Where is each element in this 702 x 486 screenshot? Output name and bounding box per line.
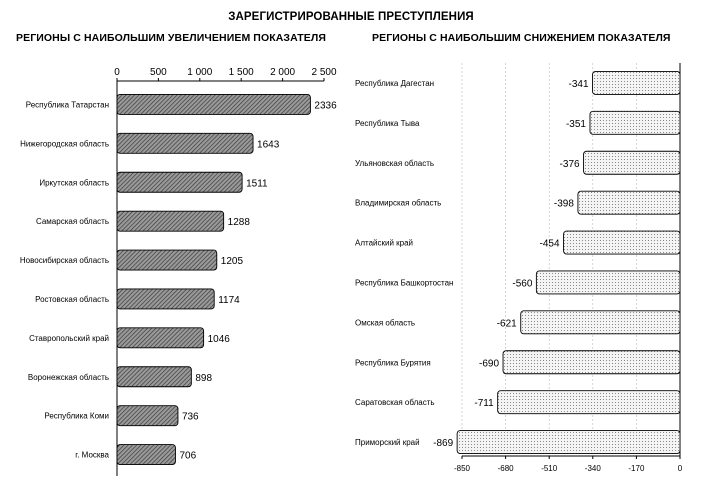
right-bar: [564, 231, 680, 254]
left-bar: [117, 445, 175, 465]
right-x-tick-label: -850: [453, 464, 471, 473]
left-data-label: 706: [179, 450, 197, 462]
right-category-label: Ульяновская область: [355, 158, 435, 168]
right-panel-title: РЕГИОНЫ С НАИБОЛЬШИМ СНИЖЕНИЕМ ПОКАЗАТЕЛЯ: [372, 32, 671, 44]
right-data-label: -398: [553, 198, 574, 210]
right-category-label: Республика Дагестан: [355, 78, 435, 88]
right-bar: [536, 271, 680, 294]
left-category-label: Иркутская область: [39, 178, 109, 188]
left-x-tick-label: 2 500: [311, 67, 337, 78]
right-bar: [578, 191, 680, 214]
right-data-label: -560: [512, 278, 533, 290]
right-data-label: -376: [559, 158, 580, 170]
right-bar: [498, 391, 680, 414]
right-data-label: -341: [568, 78, 589, 90]
chart-title: ЗАРЕГИСТРИРОВАННЫЕ ПРЕСТУПЛЕНИЯ: [228, 11, 474, 23]
right-data-label: -711: [474, 398, 494, 410]
right-data-label: -454: [539, 238, 560, 250]
left-x-tick-label: 1 000: [187, 67, 213, 78]
left-bar: [117, 133, 253, 153]
left-data-label: 898: [195, 372, 213, 384]
left-data-label: 1288: [227, 217, 250, 229]
left-data-label: 1511: [246, 178, 268, 190]
right-category-label: Саратовская область: [355, 398, 435, 408]
right-data-label: -351: [565, 118, 586, 130]
right-category-label: Алтайский край: [355, 238, 414, 248]
left-x-tick-label: 2 000: [270, 67, 296, 78]
left-category-label: Ставропольский край: [29, 333, 109, 343]
right-bar: [593, 71, 680, 94]
right-category-label: Владимирская область: [355, 198, 442, 208]
left-category-label: Республика Коми: [44, 411, 109, 421]
left-category-label: Воронежская область: [27, 372, 109, 382]
right-bar: [590, 111, 680, 134]
right-x-tick-label: 0: [677, 464, 683, 473]
left-bar-chart: [20, 67, 337, 476]
left-data-label: 1174: [218, 294, 240, 306]
left-bar: [117, 289, 214, 309]
right-data-label: -690: [479, 358, 500, 370]
right-data-label: -621: [496, 318, 517, 330]
right-x-tick-label: -510: [541, 464, 558, 473]
left-data-label: 1046: [207, 333, 230, 345]
right-category-label: Республика Тыва: [355, 118, 420, 128]
left-data-label: 2336: [314, 100, 337, 112]
left-category-label: Нижегородская область: [20, 139, 109, 149]
left-data-label: 736: [181, 411, 199, 423]
right-category-label: Омская область: [355, 318, 416, 328]
left-bar: [117, 367, 191, 387]
right-bar: [503, 351, 680, 374]
left-x-tick-label: 500: [150, 67, 167, 78]
left-data-label: 1205: [220, 256, 244, 268]
right-x-tick-label: -340: [584, 464, 601, 473]
left-category-label: Самарская область: [35, 217, 109, 227]
left-panel-title: РЕГИОНЫ С НАИБОЛЬШИМ УВЕЛИЧЕНИЕМ ПОКАЗАТЕЛЯ: [16, 32, 326, 44]
left-bar: [117, 406, 178, 426]
right-bar: [457, 431, 680, 454]
right-bar: [584, 151, 680, 174]
right-category-label: Республика Башкортостан: [355, 278, 454, 288]
left-data-label: 1643: [257, 139, 280, 151]
left-category-label: г. Москва: [75, 450, 109, 460]
left-bar: [117, 250, 217, 270]
left-bar: [117, 211, 224, 231]
right-bar: [521, 311, 680, 334]
left-category-label: Новосибирская область: [19, 256, 109, 266]
left-category-label: Республика Татарстан: [25, 100, 109, 110]
left-category-label: Ростовская область: [35, 294, 109, 304]
left-x-tick-label: 0: [114, 67, 120, 78]
right-category-label: Республика Бурятия: [355, 358, 431, 368]
left-bar: [117, 172, 242, 192]
right-x-tick-label: -170: [628, 464, 645, 473]
right-bar-chart: [355, 63, 683, 473]
left-bar: [117, 94, 310, 114]
right-category-label: Приморский край: [355, 438, 420, 448]
left-bar: [117, 328, 204, 348]
right-x-tick-label: -680: [497, 464, 514, 473]
left-x-tick-label: 1 500: [228, 67, 254, 78]
right-data-label: -869: [433, 438, 454, 450]
